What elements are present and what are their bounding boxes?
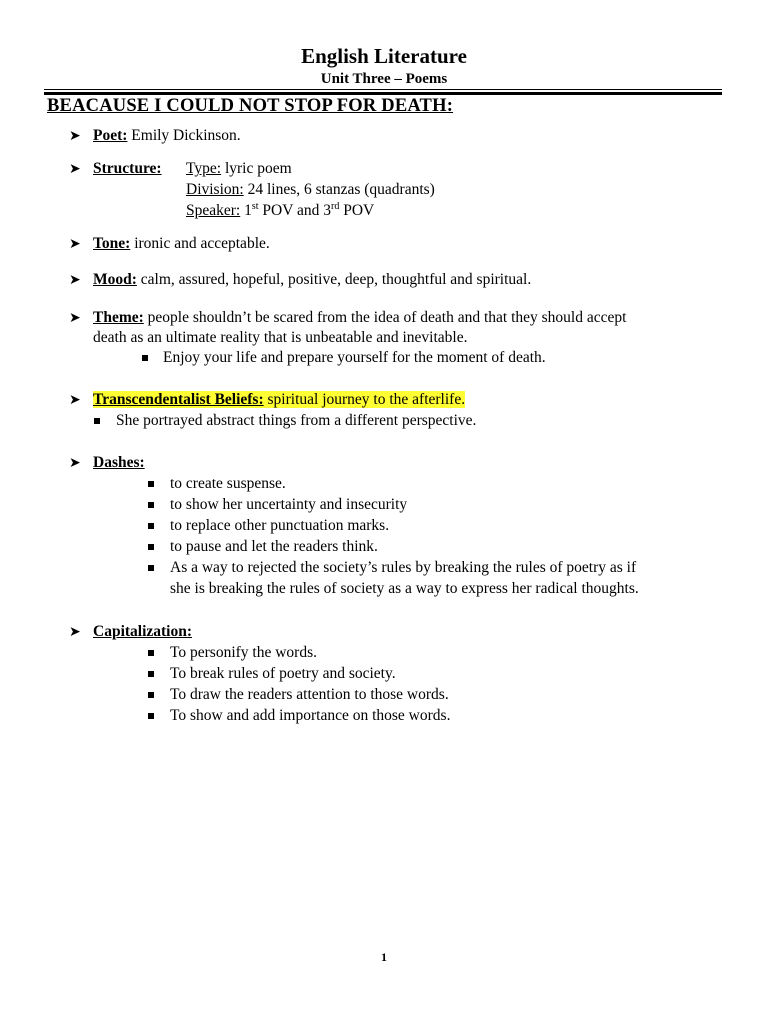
arrow-icon: ➤: [69, 624, 81, 640]
theme-text-1: people shouldn’t be scared from the idea of death and that they should accept: [143, 309, 627, 326]
mood-line: [93, 270, 531, 290]
capitalization-label: Capitalization:: [93, 623, 193, 640]
speaker-label: Speaker:: [186, 202, 241, 219]
mood-text: calm, assured, hopeful, positive, deep, thoughtful and spiritual.: [136, 271, 532, 288]
theme-line-1: [93, 308, 626, 328]
arrow-icon: ➤: [69, 161, 81, 177]
speaker-text-3: POV: [339, 202, 375, 219]
theme-line-2: death as an ultimate reality that is unbeatable and inevitable.: [93, 329, 468, 346]
square-bullet-icon: [94, 418, 100, 424]
arrow-icon: ➤: [69, 392, 81, 408]
dashes-item: to create suspense.: [170, 475, 286, 492]
square-bullet-icon: [148, 650, 154, 656]
transcendentalist-label: Transcendentalist Beliefs:: [93, 391, 264, 408]
dashes-item: to pause and let the readers think.: [170, 538, 378, 555]
square-bullet-icon: [148, 502, 154, 508]
header-rule-thin: [44, 89, 722, 90]
poet-text: Emily Dickinson.: [127, 127, 241, 144]
square-bullet-icon: [142, 355, 148, 361]
square-bullet-icon: [148, 713, 154, 719]
transcendentalist-line: [93, 390, 465, 410]
poet-label: Poet:: [93, 127, 128, 144]
structure-speaker-line: [186, 201, 374, 221]
square-bullet-icon: [148, 692, 154, 698]
speaker-text-2: POV and 3: [258, 202, 332, 219]
capitalization-item: To show and add importance on those words.: [170, 707, 451, 724]
type-text: lyric poem: [221, 160, 292, 177]
structure-division-line: [186, 180, 435, 200]
division-text: 24 lines, 6 stanzas (quadrants): [243, 181, 435, 198]
dashes-line: [93, 453, 145, 473]
dashes-item: to replace other punctuation marks.: [170, 517, 390, 534]
capitalization-item: To draw the readers attention to those words.: [170, 686, 449, 703]
mood-label: Mood:: [93, 271, 137, 288]
dashes-item-continuation: she is breaking the rules of society as a way to express her radical thoughts.: [170, 580, 639, 597]
theme-bullet-text: Enjoy your life and prepare yourself for the moment of death.: [163, 349, 546, 366]
structure-type-line: [186, 159, 292, 179]
square-bullet-icon: [148, 544, 154, 550]
type-label: Type:: [186, 160, 222, 177]
speaker-text-1: 1: [240, 202, 252, 219]
dashes-item: to show her uncertainty and insecurity: [170, 496, 408, 513]
arrow-icon: ➤: [69, 310, 81, 326]
tone-line: [93, 234, 270, 254]
speaker-sup-2: rd: [331, 200, 340, 212]
tone-text: ironic and acceptable.: [130, 235, 270, 252]
arrow-icon: ➤: [69, 455, 81, 471]
capitalization-item: To personify the words.: [170, 644, 318, 661]
transcendentalist-bullet-text: She portrayed abstract things from a different perspective.: [116, 412, 477, 429]
document-subtitle: Unit Three – Poems: [320, 71, 448, 87]
square-bullet-icon: [148, 565, 154, 571]
speaker-sup-1: st: [251, 200, 259, 212]
transcendentalist-text: spiritual journey to the afterlife.: [263, 391, 466, 408]
square-bullet-icon: [148, 523, 154, 529]
page-number: 1: [381, 950, 387, 964]
tone-label: Tone:: [93, 235, 131, 252]
arrow-icon: ➤: [69, 272, 81, 288]
arrow-icon: ➤: [69, 236, 81, 252]
structure-label-text: Structure:: [93, 160, 162, 177]
structure-label: [93, 159, 162, 179]
capitalization-item: To break rules of poetry and society.: [170, 665, 396, 682]
square-bullet-icon: [148, 481, 154, 487]
square-bullet-icon: [148, 671, 154, 677]
capitalization-line: [93, 622, 192, 642]
poet-line: [93, 126, 241, 146]
dashes-label: Dashes:: [93, 454, 145, 471]
division-label: Division:: [186, 181, 244, 198]
poem-heading: BEACAUSE I COULD NOT STOP FOR DEATH:: [47, 96, 454, 116]
theme-label: Theme:: [93, 309, 144, 326]
document-title: English Literature: [301, 44, 467, 68]
arrow-icon: ➤: [69, 128, 81, 144]
dashes-item: As a way to rejected the society’s rules by breaking the rules of poetry as if: [170, 559, 637, 576]
